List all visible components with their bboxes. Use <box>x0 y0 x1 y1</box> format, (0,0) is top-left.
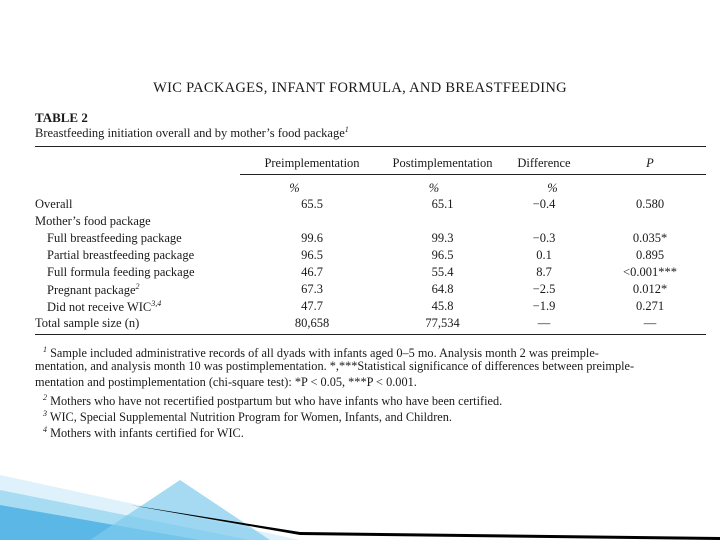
cell-pre: 67.3 <box>301 282 323 296</box>
slide-corner-decoration <box>0 430 720 540</box>
row-label-text: Pregnant package <box>47 283 136 298</box>
cell-pre: 46.7 <box>301 265 323 279</box>
unit-difference: % <box>547 181 558 195</box>
row-label: Full breastfeeding package <box>47 231 182 245</box>
cell-pre: 65.5 <box>301 197 323 211</box>
footnote-text: mentation and postimplementation (chi-square test): *P < 0.05, ***P < 0.001. <box>35 375 417 389</box>
table-row <box>35 265 706 282</box>
cell-pre: 96.5 <box>301 248 323 262</box>
cell-p: — <box>643 316 657 330</box>
footnote-mark: 2 <box>43 393 47 402</box>
table-label: TABLE 2 <box>35 110 88 125</box>
footnote-mark: 4 <box>43 425 47 434</box>
row-label: Overall <box>35 197 73 211</box>
journal-running-heading: WIC PACKAGES, INFANT FORMULA, AND BREASTFEEDING <box>153 80 567 96</box>
cell-post: 55.4 <box>431 265 454 279</box>
table-row <box>35 197 706 214</box>
table-bottom-rule <box>35 334 706 335</box>
footnote-mark: 1 <box>43 345 47 354</box>
cell-p: 0.580 <box>635 197 665 211</box>
table-caption <box>35 125 349 141</box>
cell-difference: 0.1 <box>536 248 552 262</box>
column-header-post: Postimplementation <box>392 156 493 170</box>
unit-pre: % <box>289 181 300 195</box>
unit-post: % <box>428 181 440 195</box>
footnote-text: WIC, Special Supplemental Nutrition Program for Women, Infants, and Children. <box>49 410 452 425</box>
footnote-mark: 3 <box>43 409 47 418</box>
cell-difference: — <box>537 316 551 330</box>
caption-text: Breastfeeding initiation overall and by mother’s food package <box>35 126 345 141</box>
cell-p: 0.895 <box>635 248 665 262</box>
cell-difference: −0.3 <box>532 231 556 245</box>
cell-difference: −1.9 <box>532 299 556 313</box>
cell-p: 0.012* <box>632 282 668 296</box>
row-label: Mother’s food package <box>35 214 151 228</box>
cell-post: 45.8 <box>431 299 454 313</box>
cell-post: 96.5 <box>431 248 454 262</box>
row-label: Partial breastfeeding package <box>47 248 195 262</box>
footnote-1-continued <box>35 358 710 374</box>
caption-footnote-mark: 1 <box>344 125 349 134</box>
cell-pre: 99.6 <box>301 231 323 245</box>
column-header-difference: Difference <box>517 156 571 170</box>
row-label: Total sample size (n) <box>35 316 140 330</box>
table-row <box>35 248 706 265</box>
footnote-text: Sample included administrative records of all dyads with infants aged 0–5 mo. Analysis month 2 was preimple- <box>50 346 599 361</box>
row-label-text: Did not receive WIC <box>47 300 152 315</box>
table-row <box>35 231 706 248</box>
cell-post: 64.8 <box>431 282 454 296</box>
footnote-text: Mothers who have not recertified postpartum but who have infants who have been certified. <box>50 394 503 409</box>
table-row <box>35 214 706 231</box>
cell-difference: 8.7 <box>536 265 552 279</box>
cell-p: 0.035* <box>632 231 668 245</box>
footnote-text: Mothers with infants certified for WIC. <box>50 426 244 441</box>
footnote-text: mentation, and analysis month 10 was postimplementation. *,***Statistical significance of differences between preimple- <box>35 359 635 373</box>
cell-pre: 47.7 <box>301 299 323 313</box>
table-row <box>35 299 706 316</box>
table-top-rule <box>35 146 706 147</box>
row-label <box>47 282 140 298</box>
cell-difference: −0.4 <box>532 197 556 211</box>
cell-post: 65.1 <box>431 197 454 211</box>
column-header-p: P <box>646 156 654 170</box>
row-label <box>47 299 161 315</box>
cell-pre: 80,658 <box>294 316 330 330</box>
table-row <box>35 282 706 299</box>
row-footnote-mark: 2 <box>135 282 140 291</box>
row-label: Full formula feeding package <box>47 265 195 279</box>
cell-post: 77,534 <box>425 316 460 330</box>
row-footnote-mark: 3,4 <box>151 299 162 308</box>
column-header-pre: Preimplementation <box>264 156 360 170</box>
cell-p: 0.271 <box>635 299 665 313</box>
column-header-rule <box>240 174 706 175</box>
table-row <box>35 316 706 333</box>
cell-p: <0.001*** <box>623 265 677 279</box>
cell-post: 99.3 <box>431 231 454 245</box>
cell-difference: −2.5 <box>532 282 556 296</box>
footnote-1-continued <box>35 374 710 390</box>
